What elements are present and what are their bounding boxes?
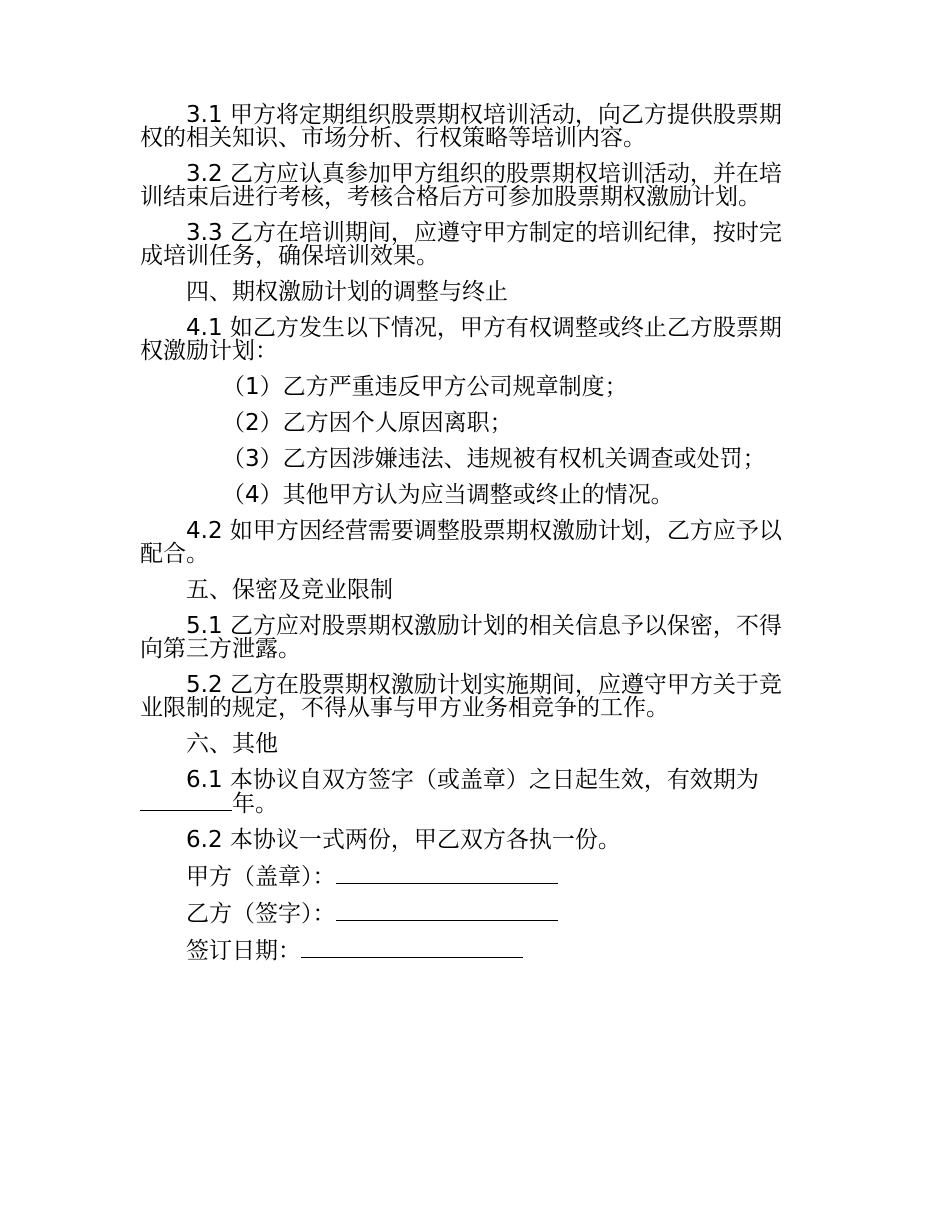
section-heading-4: 四、期权激励计划的调整与终止 [186,279,508,305]
party-a-label: 甲方（盖章）： [186,864,336,890]
clause-6-1-suffix: 年。 [232,791,278,817]
clause-5-1: 5.1 乙方应对股票期权激励计划的相关信息予以保密，不得向第三方泄露。 [140,613,782,662]
clause-3-1: 3.1 甲方将定期组织股票期权培训活动，向乙方提供股票期权的相关知识、市场分析、行权策略等培训内容。 [140,102,782,151]
party-b-signature-line[interactable] [336,902,558,921]
signing-date-label: 签订日期： [186,938,301,964]
clause-3-2: 3.2 乙方应认真参加甲方组织的股票期权培训活动，并在培训结束后进行考核，考核合格后方可参加股票期权激励计划。 [140,161,782,210]
signature-party-a [140,865,802,889]
clause-6-1 [140,769,802,816]
list-item: （4）其他甲方认为应当调整或终止的情况。 [222,482,674,508]
clause-6-2: 6.2 本协议一式两份，甲乙双方各执一份。 [186,827,621,853]
clause-6-1-text: 6.1 本协议自双方签字（或盖章）之日起生效，有效期为 [186,767,759,793]
party-a-signature-line[interactable] [336,865,558,884]
section-heading-6: 六、其他 [186,731,278,757]
list-item: （2）乙方因个人原因离职； [222,410,513,436]
section-heading-5: 五、保密及竞业限制 [186,577,393,603]
list-item: （1）乙方严重违反甲方公司规章制度； [222,374,628,400]
validity-years-blank[interactable] [140,792,232,811]
document-page [140,104,802,976]
party-b-label: 乙方（签字）： [186,901,336,927]
signature-party-b [140,902,802,926]
clause-4-2: 4.2 如甲方因经营需要调整股票期权激励计划，乙方应予以配合。 [140,518,782,567]
clause-4-1: 4.1 如乙方发生以下情况，甲方有权调整或终止乙方股票期权激励计划： [140,315,782,364]
list-item: （3）乙方因涉嫌违法、违规被有权机关调查或处罚； [222,446,766,472]
clause-5-2: 5.2 乙方在股票期权激励计划实施期间，应遵守甲方关于竞业限制的规定，不得从事与甲方业务相竞争的工作。 [140,672,782,721]
clause-3-3: 3.3 乙方在培训期间，应遵守甲方制定的培训纪律，按时完成培训任务，确保培训效果。 [140,220,782,269]
signing-date-line[interactable] [301,939,523,958]
signing-date [140,939,802,963]
